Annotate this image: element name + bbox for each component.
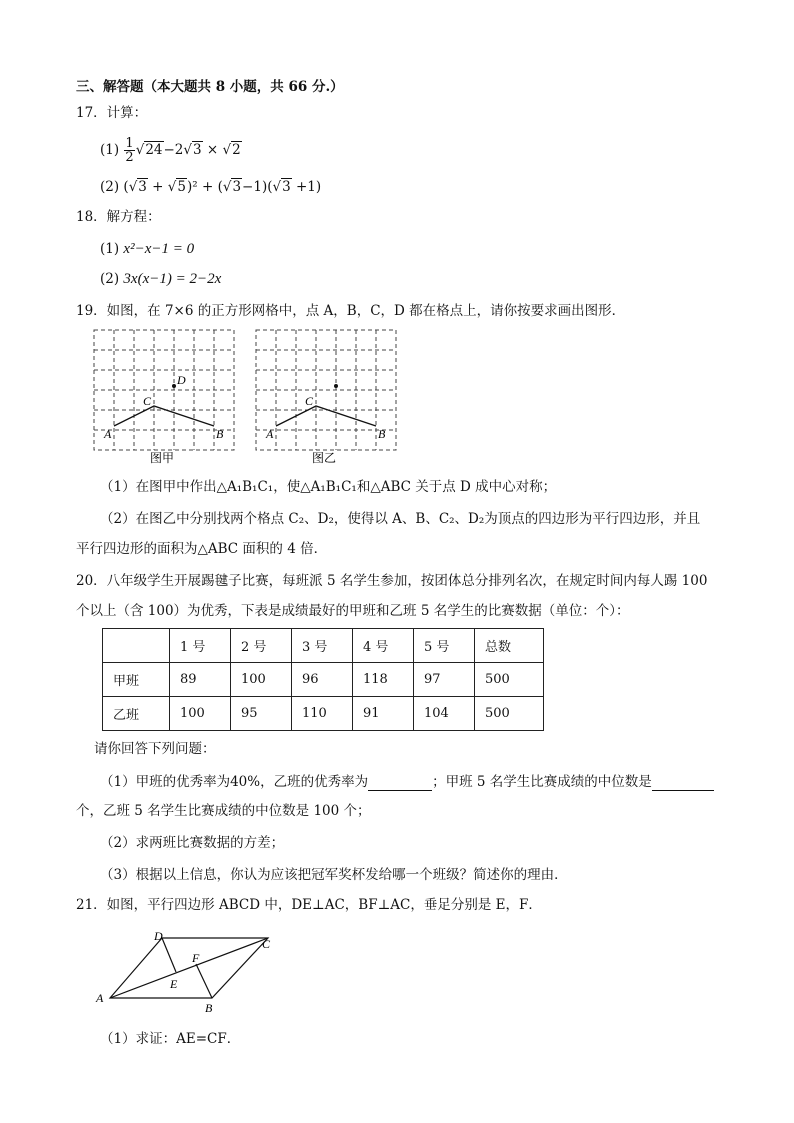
q17-part2: (2) (√ 3 + √ 5)² + (√ 3−1)(√ 3 +1) [100,178,321,196]
label-d: D [154,929,163,943]
table-cell: 甲班 [103,663,170,697]
table-header-cell: 3 号 [292,629,353,663]
label-a-jia: A [104,427,112,441]
table-cell: 118 [353,663,414,697]
diagonal-ac [110,938,268,998]
q18-label: 18．解方程： [76,209,161,225]
answer-blank-1[interactable] [368,772,432,791]
label-b-yi: B [378,427,386,441]
point-d-jia [172,384,176,388]
table-header-cell: 2 号 [231,629,292,663]
label-a: A [96,991,104,1005]
q20-part2: （2）求两班比赛数据的方差； [100,835,285,851]
q19-part2a: （2）在图乙中分别找两个格点 C₂、D₂，使得以 A、B、C₂、D₂为顶点的四边形为平行四边形，并且 [100,511,701,527]
answer-blank-2[interactable] [652,772,714,791]
q20-part1-cont: 个，乙班 5 名学生比赛成绩的中位数是 100 个； [76,803,371,819]
q19-part2b: 平行四边形的面积为△ABC 面积的 4 倍． [76,541,328,557]
table-cell: 91 [353,697,414,731]
segment-de [162,938,176,972]
q20-part3: （3）根据以上信息，你认为应该把冠军奖杯发给哪一个班级？简述你的理由． [100,867,568,883]
table-header-cell: 5 号 [414,629,475,663]
q21-part1: （1）求证：AE=CF． [100,1031,241,1047]
table-cell: 500 [475,663,544,697]
label-b: B [205,1001,213,1015]
q17-part1-num: (1) [100,142,120,158]
table-cell: 110 [292,697,353,731]
table-cell: 乙班 [103,697,170,731]
table-header-cell [103,629,170,663]
table-header-cell: 总数 [475,629,544,663]
q20-prompt: 请你回答下列问题： [94,741,216,757]
table-cell: 100 [231,663,292,697]
label-b-jia: B [216,427,224,441]
q20-part1: （1）甲班的优秀率为40%，乙班的优秀率为 ；甲班 5 名学生比赛成绩的中位数是 [100,772,714,791]
q21-parallelogram-figure [92,926,292,1018]
point-d-yi [334,384,338,388]
label-d-jia: D [177,373,186,387]
q17-part1: (1) $\frac{1}{2}$ √ 24−2√ 3 × √ 2 [100,136,242,164]
q20-label-b: 个以上（含 100）为优秀，下表是成绩最好的甲班和乙班 5 名学生的比赛数据（单位：个）： [76,603,630,619]
label-e: E [170,977,178,991]
figure-yi [256,330,396,450]
table-row [103,697,544,731]
q21-label: 21．如图，平行四边形 ABCD 中，DE⊥AC，BF⊥AC，垂足分别是 E，F． [76,897,542,913]
q17-label: 17．计算： [76,105,148,121]
triangle-abc-jia [114,406,214,426]
table-cell: 97 [414,663,475,697]
label-a-yi: A [266,427,274,441]
label-c-jia: C [143,394,152,408]
table-cell: 100 [170,697,231,731]
caption-jia: 图甲 [150,451,175,465]
q19-label: 19．如图，在 7×6 的正方形网格中，点 A，B，C，D 都在格点上，请你按要求画出图形． [76,303,626,319]
segment-bf [196,964,212,998]
label-f: F [192,951,200,965]
label-c-yi: C [305,394,314,408]
figure-jia [94,330,234,450]
table-cell: 500 [475,697,544,731]
q19-part1: （1）在图甲中作出△A₁B₁C₁，使△A₁B₁C₁和△ABC 关于点 D 成中心对称； [100,479,557,495]
q18-part1: (1) x²−x−1 = 0 [100,241,195,257]
table-header-row [103,629,544,663]
table-cell: 96 [292,663,353,697]
triangle-abc-yi [276,406,376,426]
table-cell: 104 [414,697,475,731]
table-cell: 89 [170,663,231,697]
score-table [102,628,544,731]
q18-part2: (2) 3x(x−1) = 2−2x [100,271,222,287]
q17-fraction: $\frac{1}{2}$ [125,136,134,165]
q20-label-a: 20．八年级学生开展踢毽子比赛，每班派 5 名学生参加，按团体总分排列名次，在规定时间内每人踢 100 [76,573,708,589]
section-title: 三、解答题（本大题共 8 小题，共 66 分.） [76,79,344,95]
table-header-cell: 1 号 [170,629,231,663]
q19-figures [90,326,410,466]
table-cell: 95 [231,697,292,731]
label-c: C [262,937,271,951]
table-header-cell: 4 号 [353,629,414,663]
caption-yi: 图乙 [312,451,337,465]
table-row [103,663,544,697]
